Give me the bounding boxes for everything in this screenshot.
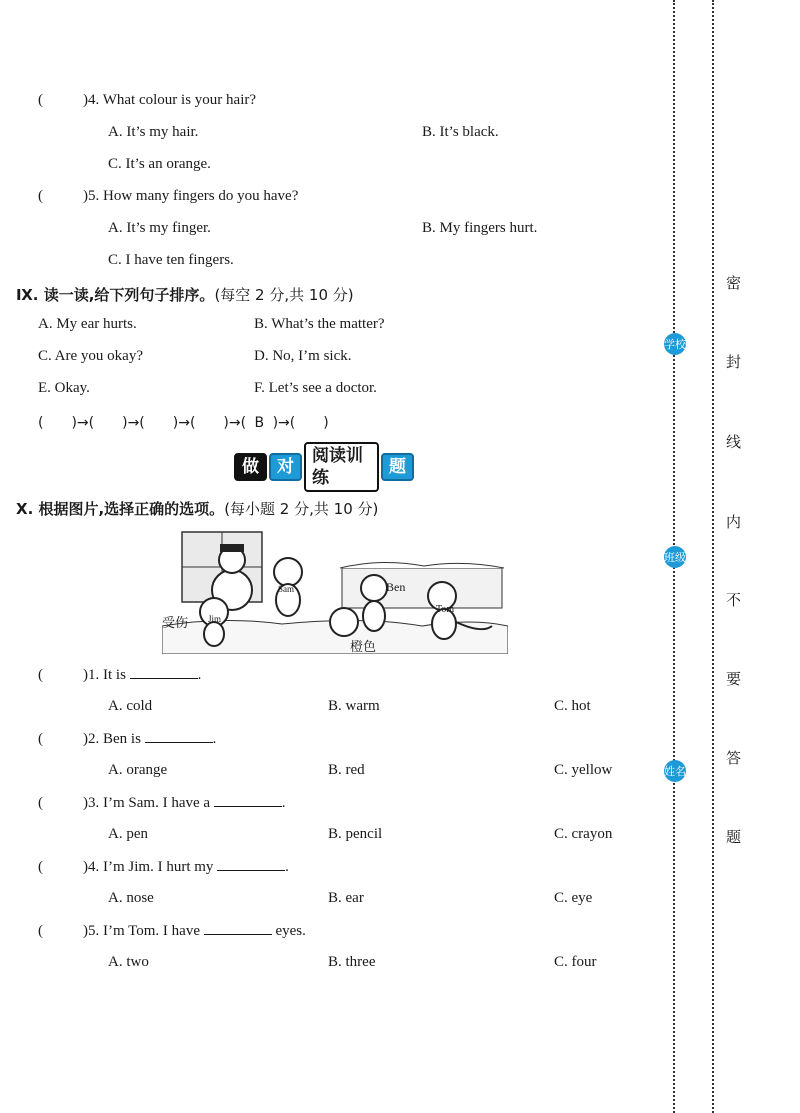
answer-paren-close: ) [83,92,88,108]
stem-end: . [197,667,202,683]
answer-paren-open: ( [38,188,43,204]
question-stem: 5. How many fingers do you have? [88,188,299,204]
sentence-d: D. No, I’m sick. [254,348,352,364]
option-c: C. I have ten fingers. [108,252,234,268]
margin-circle-name: 姓名 [664,760,686,782]
stem-end: . [281,795,286,811]
question-stem: 1. It is [88,667,126,683]
option-a: A. orange [108,762,168,778]
option-b: B. pencil [328,826,383,842]
answer-blank[interactable] [204,922,272,935]
banner-char: 题 [381,453,414,481]
snow-scene-drawing [162,530,508,654]
option-c: C. hot [554,698,591,714]
q8-5-row [38,188,298,205]
option-b: B. red [328,762,365,778]
option-b: B. warm [328,698,380,714]
section-score-note: (每空 2 分,共 10 分) [214,286,354,304]
stem-end: . [212,731,217,747]
option-c: C. eye [554,890,593,906]
name-tag-ben: Ben [386,580,406,594]
name-tag-sam: Sam [278,584,295,594]
seal-char: 内 [726,513,742,531]
option-b: B. ear [328,890,364,906]
seal-char: 要 [726,670,742,688]
sentence-a: A. My ear hurts. [38,316,137,332]
answer-paren-open: ( [38,92,43,108]
section-title-text: Ⅸ. 读一读,给下列句子排序。 [16,286,215,304]
seal-char: 封 [726,353,742,371]
banner-char: 做 [234,453,267,481]
question-stem: 2. Ben is [88,731,141,747]
section-9-title [16,284,354,305]
option-c: C. It’s an orange. [108,156,211,172]
label-orange: 橙色 [350,640,377,655]
order-answer-row: ( )→( )→( )→( )→( B )→( ) [38,415,329,431]
q10-4-row: ( )4. I’m Jim. I hurt my . [38,859,289,875]
seal-char: 答 [726,749,742,767]
section-10-title [16,498,378,519]
question-stem: 4. What colour is your hair? [88,92,257,108]
q10-5-row: ( )5. I’m Tom. I have eyes. [38,923,306,939]
option-c: C. yellow [554,762,613,778]
answer-blank[interactable] [145,730,213,743]
stem-end: . [285,859,289,875]
option-c: C. four [554,954,597,970]
question-stem: 3. I’m Sam. I have a [88,795,211,811]
stem-end: eyes. [275,923,306,939]
answer-blank[interactable] [217,858,285,871]
option-a: A. cold [108,698,153,714]
question-stem: 4. I’m Jim. I hurt my [88,859,214,875]
margin-circle-school: 学校 [664,333,686,355]
option-a: A. It’s my hair. [108,124,199,140]
name-tag-jim: Jim [208,614,222,624]
banner-title: 阅读训练 [304,442,379,492]
sentence-c: C. Are you okay? [38,348,143,364]
option-c: C. crayon [554,826,613,842]
snow-scene-illustration [162,530,508,654]
sentence-f: F. Let’s see a doctor. [254,380,377,396]
option-b: B. It’s black. [422,124,499,140]
seal-char: 不 [726,591,742,609]
q10-2-row: ( )2. Ben is . [38,731,217,747]
section-score-note: (每小题 2 分,共 10 分) [224,500,379,518]
margin-circle-class: 班级 [664,546,686,568]
banner-char: 对 [269,453,302,481]
question-stem: 5. I’m Tom. I have [88,923,200,939]
q10-1-row: ( )1. It is . [38,667,202,683]
option-a: A. nose [108,890,154,906]
reading-training-banner [234,446,416,488]
answer-paren-close: ) [83,188,88,204]
q10-3-row: ( )3. I’m Sam. I have a . [38,795,286,811]
option-a: A. pen [108,826,148,842]
cut-line-outer [712,0,714,1113]
option-b: B. My fingers hurt. [422,220,538,236]
name-tag-tom: Tom [436,604,455,615]
option-a: A. two [108,954,149,970]
q8-4-row [38,92,256,109]
sentence-e: E. Okay. [38,380,90,396]
seal-char: 密 [726,274,742,292]
answer-blank[interactable] [214,794,282,807]
label-hurt: 受伤 [162,616,189,631]
seal-char: 线 [726,433,742,451]
option-a: A. It’s my finger. [108,220,211,236]
seal-char: 题 [726,828,742,846]
sentence-b: B. What’s the matter? [254,316,385,332]
option-b: B. three [328,954,376,970]
answer-blank[interactable] [130,666,198,679]
section-title-text: Ⅹ. 根据图片,选择正确的选项。 [16,500,225,518]
